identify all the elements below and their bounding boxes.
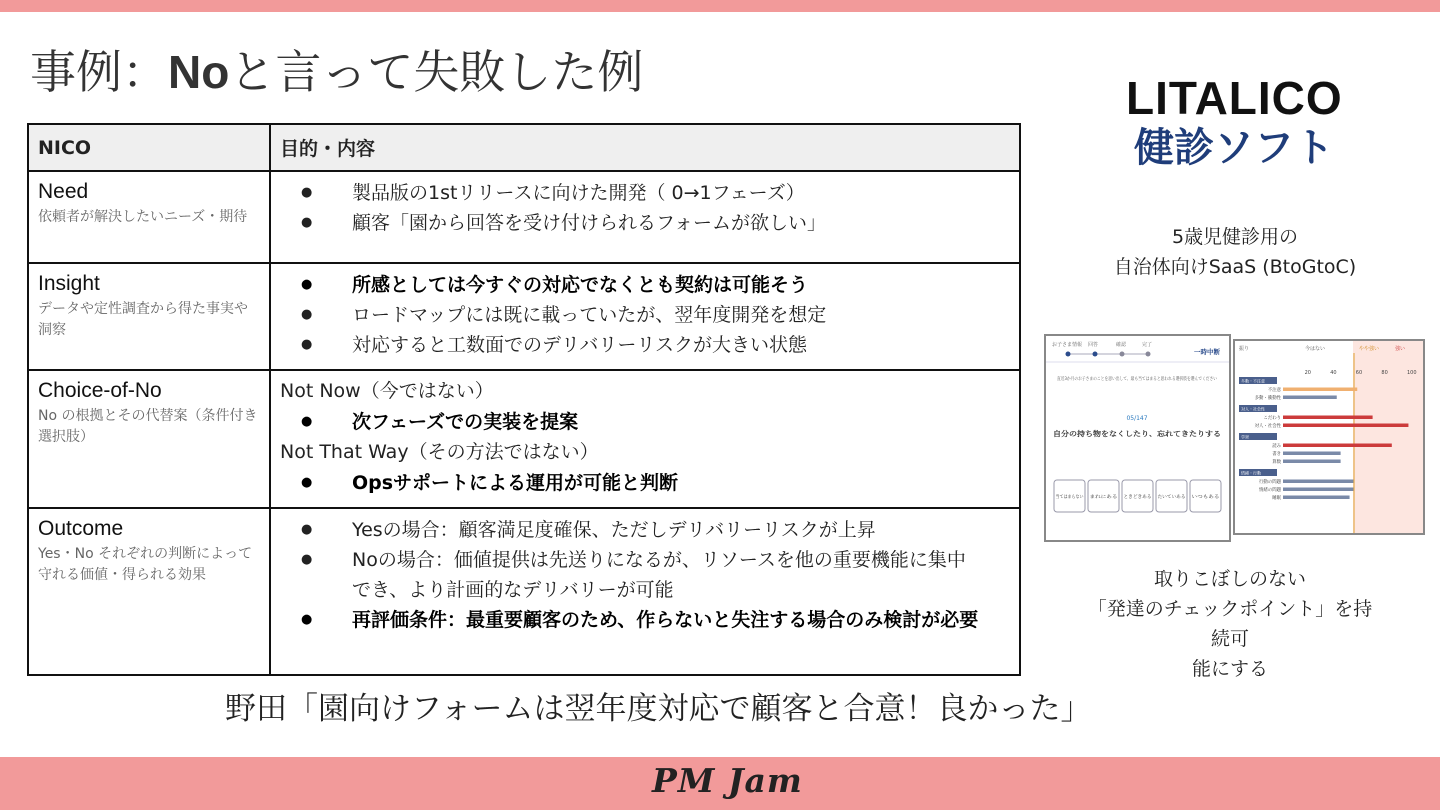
step-dot — [1066, 352, 1071, 357]
list-item: ● Noの場合：価値提供は先送りになるが、リソースを他の重要機能に集中でき、より計画的なデリバリーが可能 — [280, 545, 983, 605]
step-label: 確認 — [1116, 342, 1127, 348]
bar-label: 睡眠 — [1272, 496, 1281, 501]
row-sub-outcome: Yes・No それぞれの判断によって守れる価値・得られる効果 — [38, 546, 253, 583]
bar-label: 読み — [1272, 444, 1281, 449]
group-label: 多動・不注意 — [1241, 378, 1265, 384]
tick-label: 20 — [1304, 370, 1311, 376]
bar — [1283, 388, 1357, 392]
row-label-need: Need — [38, 180, 89, 203]
bar-label: こだわり — [1263, 416, 1281, 421]
bar — [1283, 488, 1353, 492]
bar-label: 情緒の問題 — [1259, 488, 1281, 493]
table-row-need — [28, 171, 1020, 263]
bar-label: 行動の問題 — [1259, 480, 1281, 485]
top-accent-bar — [0, 0, 1440, 12]
list-item: ● 製品版の1stリリースに向けた開発（ 0→1フェーズ） — [280, 178, 1013, 208]
list-item: ● ロードマップには既に載っていたが、翌年度開発を想定 — [280, 300, 1013, 330]
row-label-insight: Insight — [38, 272, 100, 295]
step-label: お子さま情報 — [1052, 342, 1083, 348]
header-purpose: 目的・内容 — [270, 124, 1020, 171]
chart-header: やや強い — [1359, 346, 1380, 352]
bar — [1283, 416, 1373, 420]
litalico-logo — [1126, 72, 1356, 172]
pause-button[interactable]: 一時中断 — [1194, 348, 1220, 356]
chart-header: 強い — [1395, 346, 1406, 352]
svg-text:ときどきある: ときどきある — [1123, 495, 1152, 500]
tick-label: 60 — [1355, 370, 1363, 376]
list-item: ● 対応すると工数面でのデリバリーリスクが大きい状態 — [280, 330, 1013, 360]
table-row-outcome — [28, 508, 1020, 675]
tick-label: 40 — [1330, 370, 1337, 376]
list-item: ● Opsサポートによる運用が可能と判断 — [280, 468, 1013, 498]
chart-header: 振り — [1239, 346, 1250, 352]
step-dot — [1146, 352, 1151, 357]
tick-label: 80 — [1381, 370, 1388, 376]
quote-text: 野田「園向けフォームは翌年度対応で顧客と合意！良かった」 — [225, 691, 1092, 727]
bar-label: 算数 — [1272, 460, 1281, 465]
logo-product-name: 健診ソフト — [1134, 125, 1334, 171]
row-label-choice: Choice-of-No — [38, 379, 162, 402]
list-item: ● 次フェーズでの実装を提案 — [280, 407, 1013, 437]
logo-wordmark: LITALICO — [1126, 72, 1343, 124]
tick-label: 100 — [1407, 370, 1417, 376]
step-label: 回答 — [1088, 342, 1099, 348]
bar — [1283, 452, 1341, 456]
svg-text:まれにある: まれにある — [1089, 495, 1113, 500]
step-dot — [1120, 352, 1125, 357]
bar-label: 不注意 — [1267, 388, 1281, 393]
answer-options — [1054, 480, 1221, 512]
bar — [1283, 460, 1341, 464]
table-row-choice — [28, 370, 1020, 508]
list-item: ● 顧客「園から回答を受け付けられるフォームが欲しい」 — [280, 208, 1013, 238]
header-nico: NICO — [28, 124, 270, 171]
question-text: 自分の持ち物をなくしたり、忘れてきたりする — [1053, 430, 1196, 438]
row-sub-choice: No の根拠とその代替案（条件付き選択肢） — [38, 408, 258, 445]
choice-heading-not-now: Not Now（今ではない） — [280, 380, 494, 402]
group-label: 情緒・行動 — [1241, 470, 1261, 476]
chart-header: 今はない — [1305, 346, 1326, 352]
bar — [1283, 480, 1353, 484]
page-title: 事例：Noと言って失敗した例 — [30, 45, 644, 99]
question-counter: 05/147 — [1126, 415, 1148, 422]
svg-text:いつもある: いつもある — [1191, 495, 1215, 500]
bar — [1283, 444, 1392, 448]
list-item: ● Yesの場合：顧客満足度確保、ただしデリバリーリスクが上昇 — [280, 515, 983, 545]
bar-label: 多動・衝動性 — [1254, 396, 1281, 401]
group-label: 学習 — [1241, 434, 1249, 440]
choice-heading-not-that-way: Not That Way（その方法ではない） — [280, 441, 599, 463]
svg-text:たいていある: たいていある — [1157, 495, 1186, 500]
bar — [1283, 496, 1350, 500]
row-sub-insight: データや定性調査から得た事実や洞察 — [38, 301, 248, 338]
row-label-outcome: Outcome — [38, 517, 124, 540]
need-list — [280, 178, 1013, 238]
row-sub-need: 依頼者が解決したいニーズ・期待 — [38, 209, 248, 225]
nico-table — [27, 123, 1021, 676]
group-label: 対人・社会性 — [1241, 406, 1265, 412]
table-row-insight — [28, 263, 1020, 370]
bar-label: 書き — [1272, 452, 1281, 457]
results-screenshot — [1233, 339, 1425, 535]
bar-label: 対人・社会性 — [1254, 424, 1281, 429]
list-item: ● 所感としては今すぐの対応でなくとも契約は可能そう — [280, 270, 1013, 300]
svg-text:当てはまらない: 当てはまらない — [1055, 495, 1088, 500]
results-chart — [1235, 341, 1423, 533]
bar — [1283, 424, 1408, 428]
table-header-row — [28, 124, 1020, 171]
step-label: 完了 — [1142, 342, 1153, 348]
outcome-list — [280, 515, 983, 635]
product-caption: 5歳児健診用の 自治体向けSaaS (BtoGtoC) — [1113, 226, 1357, 278]
pm-jam-logo: PM Jam — [652, 761, 803, 800]
insight-list — [280, 270, 1013, 360]
questionnaire-screenshot — [1044, 334, 1231, 542]
list-item: ● 再評価条件：最重要顧客のため、作らないと失注する場合のみ検討が必要 — [280, 605, 983, 635]
instruction-text: 直近3か月のお子さまのことを思い出して、最も当てはまると思われる選択肢を選 — [1057, 377, 1226, 382]
step-dot — [1093, 352, 1098, 357]
value-caption: 取りこぼしのない 「発達のチェックポイント」を持続可 能にする — [1087, 568, 1373, 680]
bar — [1283, 396, 1337, 400]
